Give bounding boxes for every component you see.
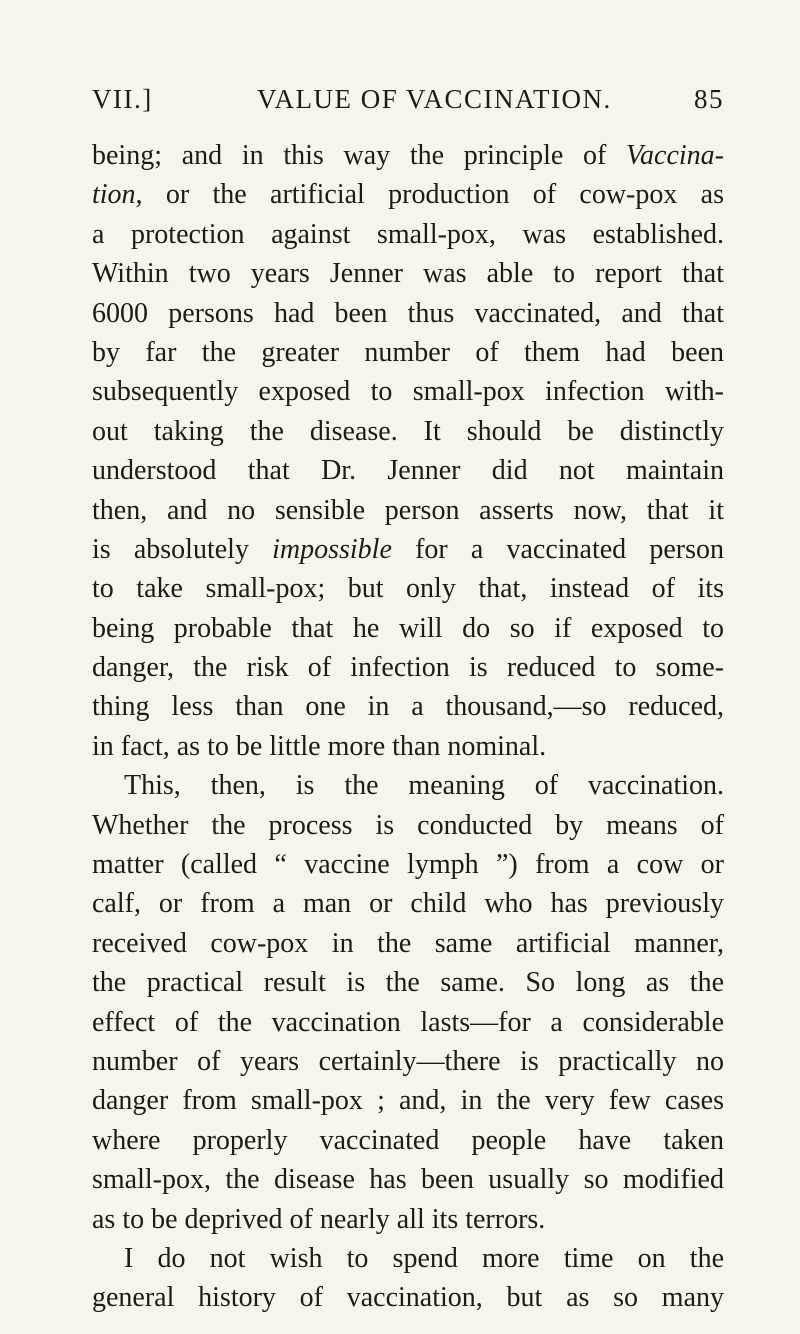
text-line: Within two years Jenner was able to report that	[92, 258, 724, 290]
text-line: danger from small-pox ; and, in the very few cases	[92, 1085, 724, 1117]
text-line: out taking the disease. It should be distinctly	[92, 415, 724, 447]
text-line: small-pox, the disease has been usually so modified	[92, 1164, 724, 1196]
text-line: being; and in this way the principle of Vaccina-	[92, 140, 724, 171]
text-line: I do not wish to spend more time on the	[124, 1242, 724, 1274]
text-line: effect of the vaccination lasts—for a considerable	[92, 1006, 724, 1038]
text-line: Whether the process is conducted by means of	[92, 809, 724, 841]
text-line: This, then, is the meaning of vaccination.	[124, 770, 724, 802]
running-header	[92, 84, 724, 118]
text-line: as to be deprived of nearly all its terrors.	[92, 1203, 546, 1235]
running-title: VALUE OF VACCINATION.	[257, 84, 612, 114]
text-line: by far the greater number of them had been	[92, 336, 724, 368]
text-line: thing less than one in a thousand,—so reduced,	[92, 691, 724, 723]
text-line: calf, or from a man or child who has previously	[92, 888, 724, 920]
text-line: being probable that he will do so if exposed to	[92, 612, 724, 644]
text-line: understood that Dr. Jenner did not maintain	[92, 455, 724, 487]
text-line: a protection against small-pox, was established.	[92, 218, 724, 250]
text-line: number of years certainly—there is practically no	[92, 1045, 724, 1077]
text-line: in fact, as to be little more than nominal.	[92, 730, 547, 762]
text-line: to take small-pox; but only that, instead of its	[92, 573, 724, 605]
text-line: received cow-pox in the same artificial manner,	[92, 927, 724, 959]
page-number: 85	[694, 84, 724, 114]
text-line: general history of vaccination, but as so many	[92, 1282, 724, 1314]
text-line: matter (called “ vaccine lymph ”) from a cow or	[92, 849, 724, 881]
chapter-marker: VII.]	[92, 84, 153, 114]
text-line: then, and no sensible person asserts now, that it	[92, 494, 724, 526]
text-line: the practical result is the same. So long as the	[92, 967, 724, 999]
text-line: danger, the risk of infection is reduced to some-	[92, 652, 724, 684]
text-line: 6000 persons had been thus vaccinated, and that	[92, 297, 724, 329]
text-line: tion, or the artificial production of cow-pox as	[92, 179, 724, 211]
text-line: is absolutely impossible for a vaccinated person	[92, 533, 724, 565]
text-line: where properly vaccinated people have taken	[92, 1124, 724, 1156]
body-text	[92, 136, 724, 1318]
text-line: subsequently exposed to small-pox infection with-	[92, 376, 724, 408]
